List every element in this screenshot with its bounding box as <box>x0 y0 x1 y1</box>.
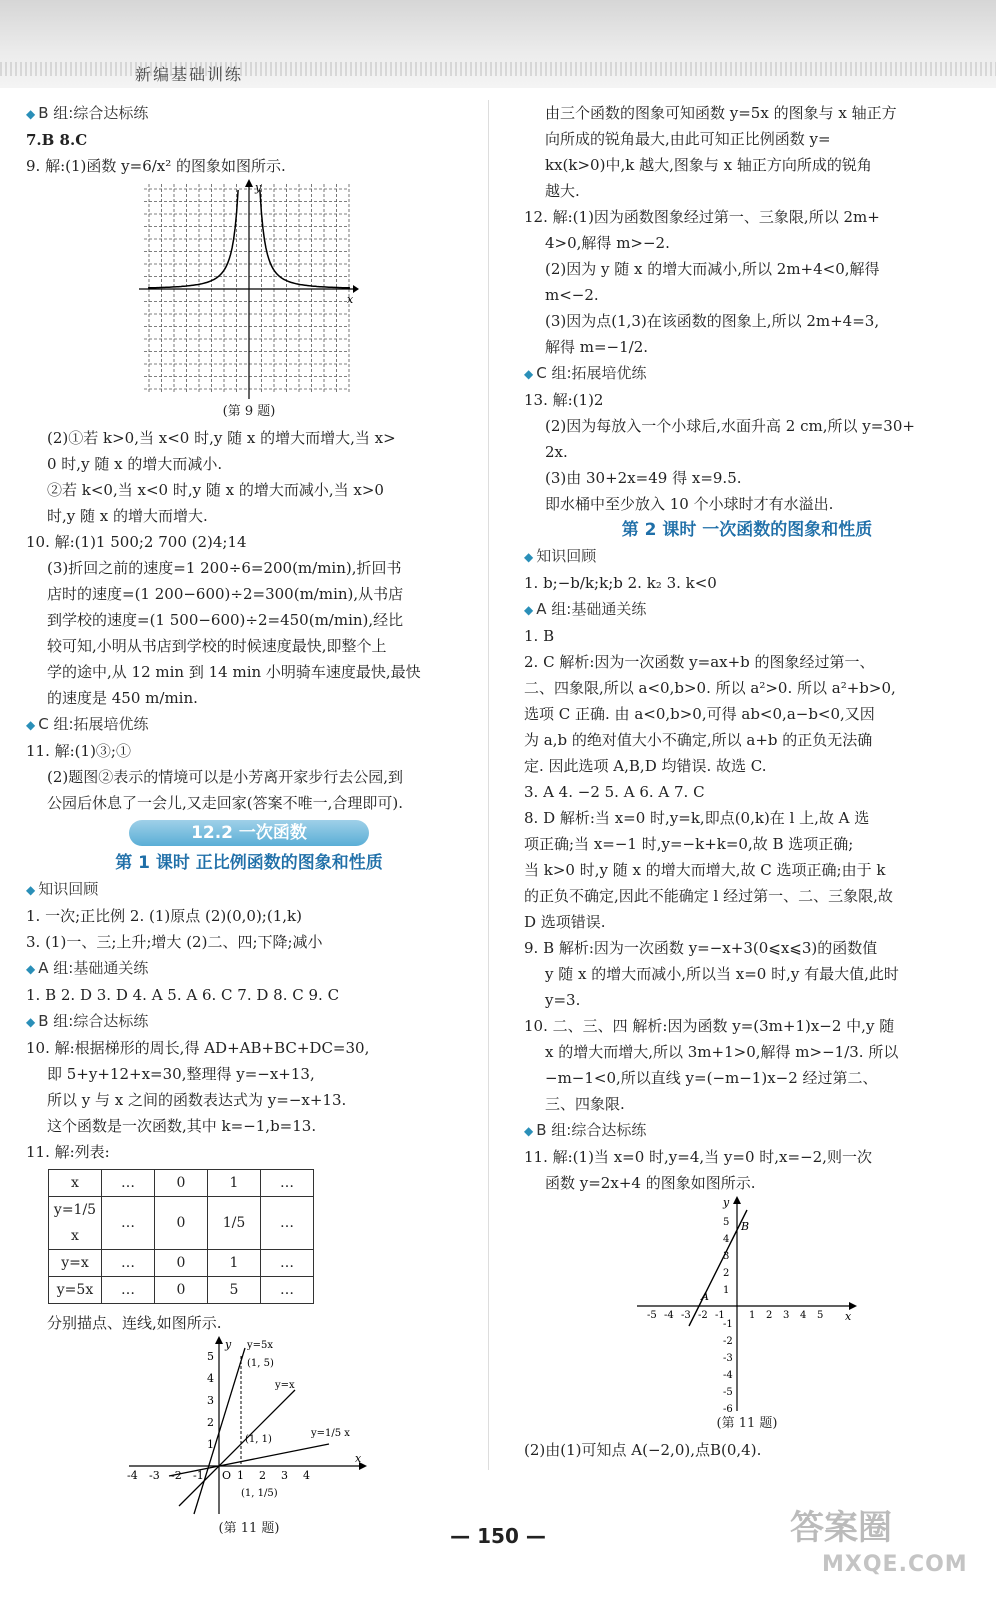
a10 <box>524 1013 970 1117</box>
lesson-title: 第 2 课时 一次函数的图象和性质 <box>621 520 873 540</box>
diamond-icon: ◆ <box>524 367 534 381</box>
diamond-icon: ◆ <box>524 603 534 617</box>
continued-text <box>524 100 970 204</box>
y-tick-label: -4 <box>723 1370 733 1381</box>
a2 <box>524 649 970 779</box>
a-answers: 1. B 2. D 3. D 4. A 5. A 6. C 7. D 8. C 9. C <box>26 986 340 1004</box>
text-line: 10. 二、三、四 解析:因为函数 y=(3m+1)x−2 中,y 随 <box>524 1017 895 1035</box>
y-tick-label: -3 <box>723 1353 733 1364</box>
svg-text:x: x <box>845 1310 852 1323</box>
last-line: (2)由(1)可知点 A(−2,0),点B(0,4). <box>524 1441 762 1459</box>
text-line: 3. A 4. −2 5. A 6. A 7. C <box>524 783 705 801</box>
text-line: 为 a,b 的绝对值大小不确定,所以 a+b 的正负无法确 <box>524 731 873 749</box>
diamond-icon: ◆ <box>26 1015 36 1029</box>
text-line: 向所成的锐角最大,由此可知正比例函数 y= <box>545 130 831 148</box>
a9 <box>524 935 970 1013</box>
text-line: 即 5+y+12+x=30,整理得 y=−x+13, <box>47 1065 315 1083</box>
q9-part2 <box>26 425 472 529</box>
fig11-right-caption: (第 11 题) <box>716 1416 778 1431</box>
y-tick-label: -2 <box>723 1336 733 1347</box>
text-line: 1. B <box>524 627 555 645</box>
label-B: B <box>741 1220 750 1233</box>
table-row <box>49 1170 314 1197</box>
page-number: — 150 — <box>450 1524 546 1548</box>
x-tick-label: -1 <box>715 1310 725 1321</box>
x-tick-label: 3 <box>281 1469 288 1482</box>
table-cell: 1 <box>208 1170 261 1197</box>
y-tick-label: 3 <box>207 1394 214 1407</box>
answer-7-8: 7.B 8.C <box>26 131 88 149</box>
text-line: 所以 y 与 x 之间的函数表达式为 y=−x+13. <box>47 1091 347 1109</box>
svg-text:O: O <box>222 1469 232 1482</box>
left-column <box>26 100 472 1542</box>
x-tick-label: -4 <box>127 1469 138 1482</box>
plot-note: 分别描点、连线,如图所示. <box>47 1314 222 1332</box>
text-line: 三、四象限. <box>545 1095 625 1113</box>
text-line: 9. B 解析:因为一次函数 y=−x+3(0⩽x⩽3)的函数值 <box>524 939 878 957</box>
text-line: 13. 解:(1)2 <box>524 391 604 409</box>
label-y15x: y=1/5 x <box>311 1428 350 1439</box>
text-line: 定. 因此选项 A,B,D 均错误. 故选 C. <box>524 757 767 775</box>
diamond-icon: ◆ <box>26 107 36 121</box>
text-line: 项正确;当 x=−1 时,y=−k+k=0,故 B 选项正确; <box>524 835 854 853</box>
text-line: 公园后休息了一会儿,又走回家(答案不唯一,合理即可). <box>47 794 404 812</box>
x-tick-label: -1 <box>193 1469 204 1482</box>
right-column <box>524 100 970 1463</box>
lesson-title: 第 1 课时 正比例函数的图象和性质 <box>115 853 383 873</box>
table-cell: … <box>261 1277 314 1304</box>
text-line: 3. (1)一、三;上升;增大 (2)二、四;下降;减小 <box>26 933 323 951</box>
text-line: 二、四象限,所以 a<0,b>0. 所以 a²>0. 所以 a²+b>0, <box>524 679 896 697</box>
q12 <box>524 204 970 360</box>
y-tick-label: 5 <box>723 1217 730 1228</box>
q13 <box>524 387 970 517</box>
fig9-caption: (第 9 题) <box>222 404 276 419</box>
table-cell: … <box>261 1250 314 1277</box>
a8 <box>524 805 970 935</box>
q11 <box>26 738 472 816</box>
text-line: (2)因为 y 随 x 的增大而减小,所以 2m+4<0,解得 <box>545 260 880 278</box>
text-line: 当 k>0 时,y 随 x 的增大而增大,故 C 选项正确;由于 k <box>524 861 886 879</box>
text-line: 4>0,解得 m>−2. <box>545 234 670 252</box>
section-c-group: ◆ C 组:拓展培优练 <box>26 715 149 733</box>
y-tick-label: 4 <box>723 1234 730 1245</box>
table-cell: … <box>261 1197 314 1250</box>
column-divider <box>488 100 489 1470</box>
table-cell: 5 <box>208 1277 261 1304</box>
text-line: 的正负不确定,因此不能确定 l 经过第一、二、三象限,故 <box>524 887 893 905</box>
fig9-graph <box>139 179 359 399</box>
svg-text:x: x <box>355 1452 362 1465</box>
x-tick-label: -2 <box>698 1310 708 1321</box>
text-line: x 的增大而增大,所以 3m+1>0,解得 m>−1/3. 所以 <box>545 1043 899 1061</box>
x-tick-label: 2 <box>766 1310 773 1321</box>
diamond-icon: ◆ <box>524 550 534 564</box>
x-tick-label: -5 <box>647 1310 657 1321</box>
page-header <box>0 0 996 88</box>
table-row <box>49 1250 314 1277</box>
q11b-title: 11. 解:列表: <box>26 1143 110 1161</box>
text-line: m<−2. <box>545 286 599 304</box>
y-tick-label: 4 <box>207 1372 214 1385</box>
text-line: 到学校的速度=(1 500−600)÷2=450(m/min),经比 <box>47 611 404 629</box>
q10b <box>26 1035 472 1139</box>
y-tick-label: 2 <box>207 1416 214 1429</box>
y-tick-label: -1 <box>723 1319 733 1330</box>
text-line: 11. 解:(1)③;① <box>26 742 131 760</box>
table-row <box>49 1277 314 1304</box>
x-tick-label: 3 <box>783 1310 790 1321</box>
y-tick-label: 5 <box>207 1350 214 1363</box>
section-knowledge: ◆ 知识回顾 <box>524 547 597 565</box>
text-line: 解得 m=−1/2. <box>545 338 649 356</box>
text-line: 10. 解:根据梯形的周长,得 AD+AB+BC+DC=30, <box>26 1039 370 1057</box>
text-line: (3)由 30+2x=49 得 x=9.5. <box>545 469 742 487</box>
q11-right <box>524 1144 970 1196</box>
svg-text:y: y <box>723 1196 730 1209</box>
table-cell: x <box>49 1170 102 1197</box>
text-line: 店时的速度=(1 200−600)÷2=300(m/min),从书店 <box>47 585 404 603</box>
watermark-logo: 答案圈 <box>790 1508 892 1548</box>
text-line: 时,y 随 x 的增大而增大. <box>47 507 208 525</box>
text-line: 较可知,小明从书店到学校的时候速度最快,即整个上 <box>47 637 387 655</box>
text-line: 的速度是 450 m/min. <box>47 689 198 707</box>
fig11-right-graph <box>637 1196 857 1415</box>
text-line: 2x. <box>545 443 568 461</box>
header-title: 新编基础训练 <box>135 65 244 84</box>
section-b-group: ◆ B 组:综合达标练 <box>524 1121 647 1139</box>
label-p2: (1, 1) <box>245 1434 272 1445</box>
text-line: −m−1<0,所以直线 y=(−m−1)x−2 经过第二、 <box>545 1069 878 1087</box>
x-tick-label: 1 <box>237 1469 244 1482</box>
label-yx: y=x <box>275 1380 295 1391</box>
text-line: 选项 C 正确. 由 a<0,b>0,可得 ab<0,a−b<0,又因 <box>524 705 875 723</box>
table-cell: 1/5 <box>208 1197 261 1250</box>
text-line: (2)题图②表示的情境可以是小芳离开家步行去公园,到 <box>47 768 404 786</box>
text-line: 1. 一次;正比例 2. (1)原点 (2)(0,0);(1,k) <box>26 907 302 925</box>
text-line: 越大. <box>545 182 580 200</box>
x-tick-label: 1 <box>749 1310 756 1321</box>
x-tick-label: 2 <box>259 1469 266 1482</box>
text-line: 8. D 解析:当 x=0 时,y=k,即点(0,k)在 l 上,故 A 选 <box>524 809 870 827</box>
svg-text:y: y <box>225 1338 232 1351</box>
text-line: 0 时,y 随 x 的增大而减小. <box>47 455 223 473</box>
text-line: 1. b;−b/k;k;b 2. k₂ 3. k<0 <box>524 574 717 592</box>
section-a-group: ◆ A 组:基础通关练 <box>26 959 149 977</box>
q10 <box>26 529 472 711</box>
section-b-group-2: ◆ B 组:综合达标练 <box>26 1012 149 1030</box>
y-tick-label: -5 <box>723 1387 733 1398</box>
table-cell: y=5x <box>49 1277 102 1304</box>
diamond-icon: ◆ <box>26 883 36 897</box>
text-line: 11. 解:(1)当 x=0 时,y=4,当 y=0 时,x=−2,则一次 <box>524 1148 872 1166</box>
table-cell: y=1/5 x <box>49 1197 102 1250</box>
text-line: 学的途中,从 12 min 到 14 min 小明骑车速度最快,最快 <box>47 663 421 681</box>
label-p1: (1, 5) <box>247 1358 274 1369</box>
y-tick-label: 1 <box>723 1285 730 1296</box>
y-tick-label: -6 <box>723 1404 733 1415</box>
text-line: (3)折回之前的速度=1 200÷6=200(m/min),折回书 <box>47 559 402 577</box>
text-line: ②若 k<0,当 x<0 时,y 随 x 的增大而减小,当 x>0 <box>47 481 384 499</box>
label-p3: (1, 1/5) <box>241 1488 278 1499</box>
x-tick-label: 4 <box>303 1469 310 1482</box>
text-line: D 选项错误. <box>524 913 606 931</box>
text-line: y 随 x 的增大而减小,所以当 x=0 时,y 有最大值,此时 <box>545 965 899 983</box>
text-line: kx(k>0)中,k 越大,图象与 x 轴正方向所成的锐角 <box>545 156 872 174</box>
x-tick-label: 4 <box>800 1310 807 1321</box>
text-line: 即水桶中至少放入 10 个小球时才有水溢出. <box>545 495 834 513</box>
text-line: 10. 解:(1)1 500;2 700 (2)4;14 <box>26 533 247 551</box>
text-line: (2)①若 k>0,当 x<0 时,y 随 x 的增大而增大,当 x> <box>47 429 396 447</box>
x-tick-label: -3 <box>149 1469 160 1482</box>
section-c-group: ◆ C 组:拓展培优练 <box>524 364 647 382</box>
table-cell: 0 <box>155 1170 208 1197</box>
value-table <box>48 1169 314 1304</box>
diamond-icon: ◆ <box>524 1124 534 1138</box>
diamond-icon: ◆ <box>26 962 36 976</box>
fig11-left-caption: (第 11 题) <box>218 1521 280 1536</box>
y-tick-label: 3 <box>723 1251 730 1262</box>
section-b-group: ◆ B 组:综合达标练 <box>26 104 149 122</box>
table-cell: 1 <box>208 1250 261 1277</box>
table-cell: 0 <box>155 1197 208 1250</box>
table-row <box>49 1197 314 1250</box>
y-tick-label: 1 <box>207 1438 214 1451</box>
table-cell: … <box>102 1197 155 1250</box>
table-cell: y=x <box>49 1250 102 1277</box>
text-line: 函数 y=2x+4 的图象如图所示. <box>545 1174 756 1192</box>
section-banner: 12.2 一次函数 <box>129 820 369 846</box>
text-line: (3)因为点(1,3)在该函数的图象上,所以 2m+4=3, <box>545 312 880 330</box>
q9-line: 9. 解:(1)函数 y=6/x² 的图象如图所示. <box>26 157 286 175</box>
x-tick-label: -4 <box>664 1310 674 1321</box>
y-tick-label: 2 <box>723 1268 730 1279</box>
label-y5x: y=5x <box>247 1340 274 1351</box>
x-tick-label: -3 <box>681 1310 691 1321</box>
text-line: 这个函数是一次函数,其中 k=−1,b=13. <box>47 1117 317 1135</box>
svg-text:x: x <box>347 293 354 306</box>
section-knowledge: ◆ 知识回顾 <box>26 880 99 898</box>
watermark-url: MXQE.COM <box>822 1552 968 1577</box>
table-cell: … <box>261 1170 314 1197</box>
table-cell: … <box>102 1277 155 1304</box>
svg-text:y: y <box>255 181 262 194</box>
fig11-left-graph <box>129 1336 369 1516</box>
table-cell: 0 <box>155 1250 208 1277</box>
table-cell: … <box>102 1250 155 1277</box>
text-line: (2)因为每放入一个小球后,水面升高 2 cm,所以 y=30+ <box>545 417 915 435</box>
x-tick-label: 5 <box>817 1310 824 1321</box>
label-A: A <box>701 1290 709 1303</box>
table-cell: 0 <box>155 1277 208 1304</box>
section-a-group: ◆ A 组:基础通关练 <box>524 600 647 618</box>
text-line: 12. 解:(1)因为函数图象经过第一、三象限,所以 2m+ <box>524 208 880 226</box>
table-cell: … <box>102 1170 155 1197</box>
text-line: y=3. <box>545 991 581 1009</box>
text-line: 由三个函数的图象可知函数 y=5x 的图象与 x 轴正方 <box>545 104 897 122</box>
x-tick-label: -2 <box>171 1469 182 1482</box>
diamond-icon: ◆ <box>26 718 36 732</box>
text-line: 2. C 解析:因为一次函数 y=ax+b 的图象经过第一、 <box>524 653 875 671</box>
